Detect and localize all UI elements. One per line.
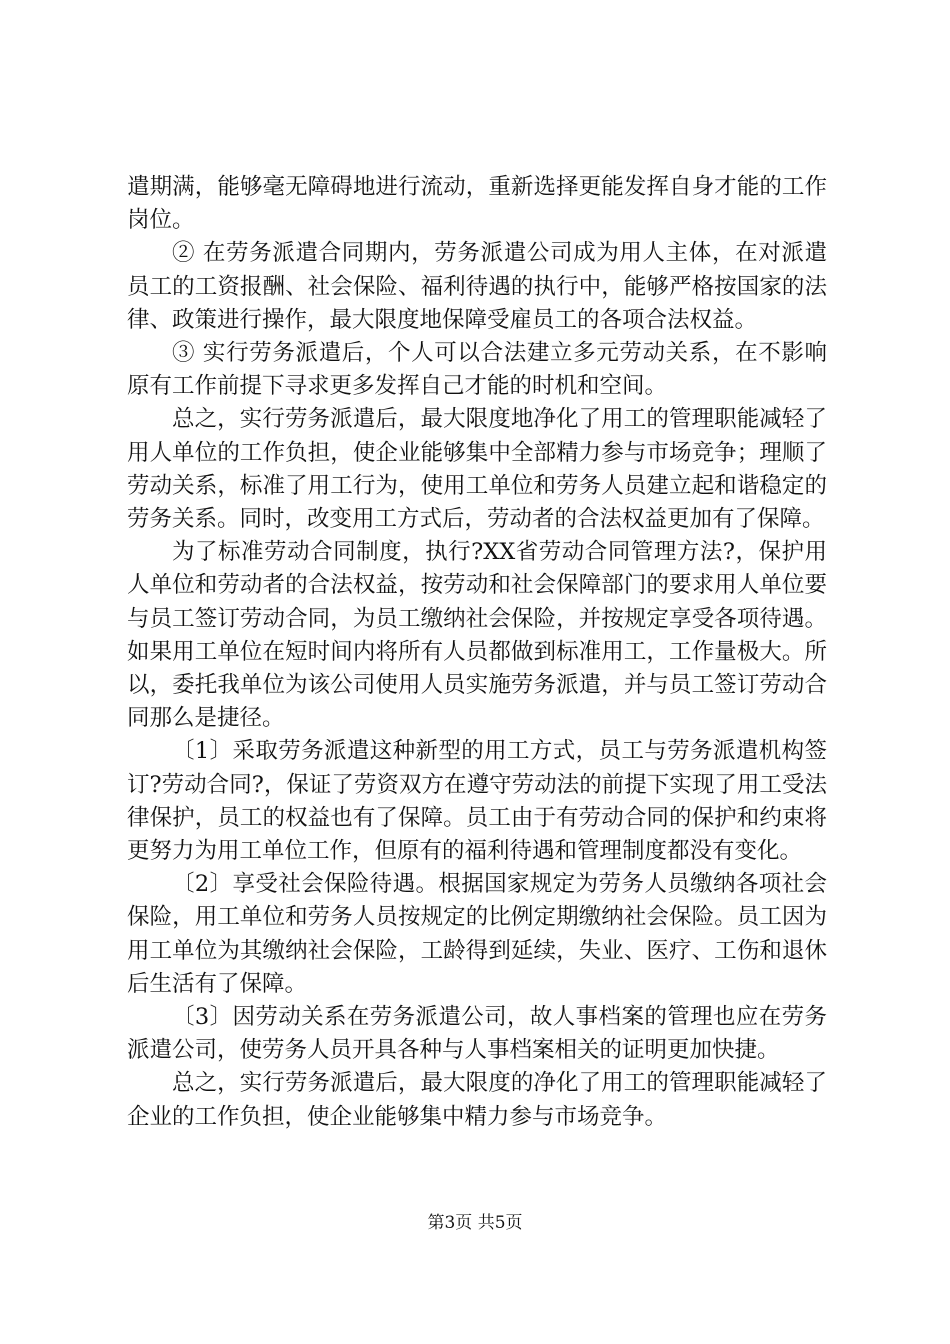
paragraph-continuation: 遣期满，能够毫无障碍地进行流动，重新选择更能发挥自身才能的工作岗位。 bbox=[127, 174, 827, 234]
paragraph-summary-1: 总之，实行劳务派遣后，最大限度地净化了用工的管理职能减轻了用人单位的工作负担，使企业能够集中全部精力参与市场竞争；理顺了劳动关系，标准了用工行为，使用工单位和劳务人员建立起和谐稳定的劳务关系。同时，改变用工方式后，劳动者的合法权益更加有了保障。 bbox=[127, 406, 827, 533]
page-number: 第3页 共5页 bbox=[427, 1213, 523, 1233]
paragraph-point-2: ② 在劳务派遣合同期内，劳务派遣公司成为用人主体，在对派遣员工的工资报酬、社会保险、福利待遇的执行中，能够严格按国家的法律、政策进行操作，最大限度地保障受雇员工的各项合法权益。 bbox=[127, 240, 827, 333]
document-body bbox=[127, 171, 827, 1134]
paragraph-point-3: ③ 实行劳务派遣后，个人可以合法建立多元劳动关系，在不影响原有工作前提下寻求更多发挥自己才能的时机和空间。 bbox=[127, 340, 827, 400]
paragraph-item-3: 〔3〕因劳动关系在劳务派遣公司，故人事档案的管理也应在劳务派遣公司，使劳务人员开具各种与人事档案相关的证明更加快捷。 bbox=[127, 1004, 827, 1064]
paragraph-item-2: 〔2〕享受社会保险待遇。根据国家规定为劳务人员缴纳各项社会保险，用工单位和劳务人员按规定的比例定期缴纳社会保险。员工因为用工单位为其缴纳社会保险，工龄得到延续，失业、医疗、工伤和退休后生活有了保障。 bbox=[127, 871, 827, 997]
paragraph-item-1: 〔1〕采取劳务派遣这种新型的用工方式，员工与劳务派遣机构签订?劳动合同?，保证了劳资双方在遵守劳动法的前提下实现了用工受法律保护，员工的权益也有了保障。员工由于有劳动合同的保护和约束将更努力为用工单位工作，但原有的福利待遇和管理制度都没有变化。 bbox=[127, 738, 827, 865]
paragraph-summary-2: 总之，实行劳务派遣后，最大限度的净化了用工的管理职能减轻了企业的工作负担，使企业能够集中精力参与市场竞争。 bbox=[127, 1070, 827, 1130]
paragraph-contract-standard: 为了标准劳动合同制度，执行?XX省劳动合同管理方法?，保护用人单位和劳动者的合法权益，按劳动和社会保障部门的要求用人单位要与员工签订劳动合同，为员工缴纳社会保险，并按规定享受各项待遇。如果用工单位在短时间内将所有人员都做到标准用工，工作量极大。所以，委托我单位为该公司使用人员实施劳务派遣，并与员工签订劳动合同那么是捷径。 bbox=[127, 539, 827, 732]
